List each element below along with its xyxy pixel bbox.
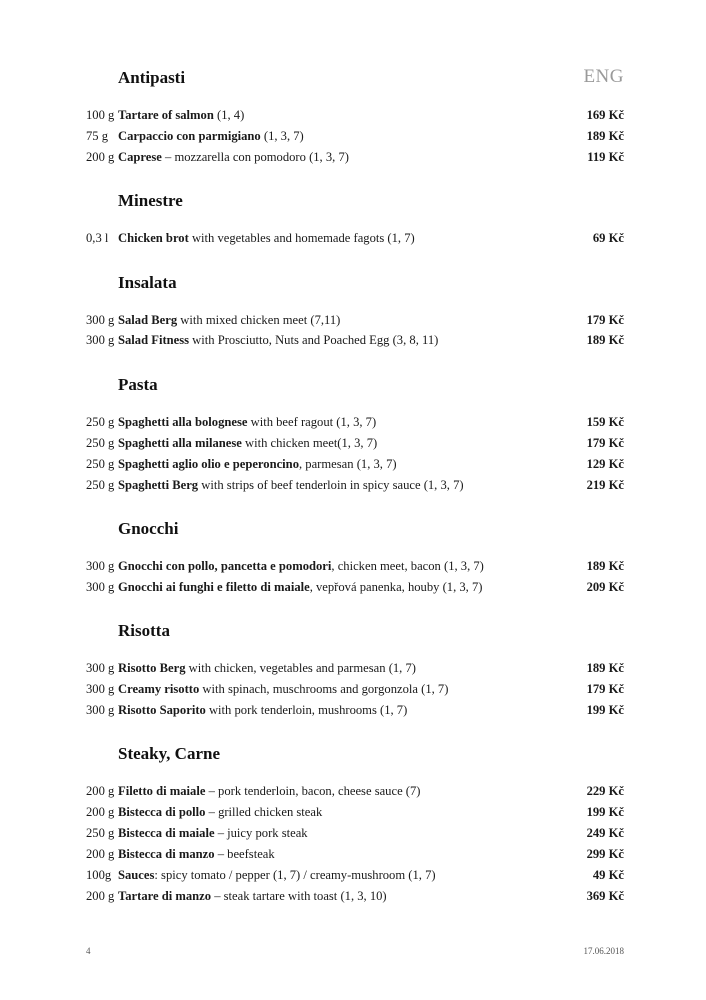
item-quantity: 300 g [86,313,115,327]
item-description: – mozzarella con pomodoro (1, 3, 7) [161,150,349,164]
section-heading-antipasti: Antipasti [118,68,186,87]
item-quantity: 300 g [86,580,115,594]
item-quantity: 75 g [86,129,109,143]
item-price: 229 Kč [586,784,624,798]
item-quantity: 250 g [86,826,115,840]
menu-item-row [86,148,624,166]
item-description: with strips of beef tenderloin in spicy sauce (1, 3, 7) [198,478,464,492]
item-quantity: 200 g [86,889,115,903]
item-description: – grilled chicken steak [205,805,323,819]
item-price: 189 Kč [586,333,624,347]
item-price: 159 Kč [586,415,624,429]
item-quantity: 300 g [86,703,115,717]
item-quantity: 0,3 l [86,231,109,245]
item-price: 189 Kč [586,661,624,675]
section-heading-minestre: Minestre [118,191,183,210]
item-description: (1, 3, 7) [260,129,304,143]
item-price: 69 Kč [592,231,624,245]
item-name: Caprese [118,150,162,164]
item-price: 129 Kč [586,457,624,471]
item-description: with beef ragout (1, 3, 7) [247,415,377,429]
item-name: Spaghetti alla bolognese [118,415,248,429]
item-quantity: 250 g [86,436,115,450]
item-price: 219 Kč [586,478,624,492]
item-description: (1, 4) [213,108,245,122]
item-description: – pork tenderloin, bacon, cheese sauce (7) [205,784,421,798]
menu-item-row [86,578,624,596]
item-name: Salad Berg [118,313,178,327]
item-description: : spicy tomato / pepper (1, 7) / creamy-mushroom (1, 7) [154,868,436,882]
item-name: Tartare of salmon [118,108,214,122]
menu-item-row [86,803,624,821]
item-price: 299 Kč [586,847,624,861]
item-quantity: 100 g [86,108,115,122]
item-price: 199 Kč [586,703,624,717]
item-price: 49 Kč [592,868,624,882]
item-quantity: 250 g [86,415,115,429]
menu-item-row [86,866,624,884]
item-description: , vepřová panenka, houby (1, 3, 7) [309,580,483,594]
section-heading-risotta: Risotta [118,621,170,640]
item-name: Creamy risotto [118,682,200,696]
item-price: 369 Kč [586,889,624,903]
menu-item-row [86,311,624,329]
item-name: Salad Fitness [118,333,190,347]
item-quantity: 200 g [86,847,115,861]
menu-item-row [86,887,624,905]
item-name: Filetto di maiale [118,784,206,798]
section-heading-steaky-carne: Steaky, Carne [118,744,220,763]
item-quantity: 250 g [86,457,115,471]
item-price: 169 Kč [586,108,624,122]
item-quantity: 100g [86,868,112,882]
menu-item-row [86,455,624,473]
item-name: Gnocchi ai funghi e filetto di maiale [118,580,310,594]
item-name: Risotto Saporito [118,703,206,717]
menu-item-row [86,331,624,349]
menu-item-row [86,845,624,863]
item-description: , parmesan (1, 3, 7) [299,457,397,471]
menu-item-row [86,824,624,842]
item-price: 209 Kč [586,580,624,594]
page-number: 4 [86,946,91,956]
item-description: with Prosciutto, Nuts and Poached Egg (3, 8, 11) [189,333,439,347]
item-price: 179 Kč [586,682,624,696]
item-name: Spaghetti alla milanese [118,436,242,450]
menu-item-row [86,659,624,677]
item-name: Bistecca di manzo [118,847,215,861]
item-name: Tartare di manzo [118,889,212,903]
item-quantity: 200 g [86,805,115,819]
section-heading-insalata: Insalata [118,273,177,292]
item-description: – beefsteak [214,847,275,861]
menu-item-row [86,701,624,719]
item-name: Spaghetti aglio olio e peperoncino [118,457,299,471]
item-name: Bistecca di pollo [118,805,206,819]
menu-item-row [86,680,624,698]
section-heading-pasta: Pasta [118,375,158,394]
item-price: 249 Kč [586,826,624,840]
document-date: 17.06.2018 [583,946,624,956]
item-price: 119 Kč [587,150,624,164]
item-quantity: 300 g [86,559,115,573]
item-name: Sauces [118,868,155,882]
item-quantity: 250 g [86,478,115,492]
item-name: Gnocchi con pollo, pancetta e pomodori [118,559,332,573]
item-description: with vegetables and homemade fagots (1, 7) [188,231,415,245]
item-description: , chicken meet, bacon (1, 3, 7) [331,559,484,573]
item-description: – juicy pork steak [214,826,308,840]
item-description: with spinach, muschrooms and gorgonzola (1, 7) [199,682,449,696]
menu-item-row [86,127,624,145]
item-price: 199 Kč [586,805,624,819]
item-quantity: 200 g [86,150,115,164]
item-quantity: 300 g [86,682,115,696]
item-description: with chicken meet(1, 3, 7) [241,436,378,450]
item-description: with pork tenderloin, mushrooms (1, 7) [205,703,408,717]
language-label: ENG [583,66,624,87]
item-price: 179 Kč [586,313,624,327]
menu-item-row [86,434,624,452]
menu-item-row [86,106,624,124]
item-description: – steak tartare with toast (1, 3, 10) [211,889,387,903]
item-name: Risotto Berg [118,661,186,675]
menu-item-row [86,413,624,431]
menu-item-row [86,557,624,575]
item-name: Chicken brot [118,231,189,245]
item-name: Spaghetti Berg [118,478,199,492]
item-quantity: 300 g [86,333,115,347]
item-name: Bistecca di maiale [118,826,215,840]
item-price: 189 Kč [586,559,624,573]
item-description: with mixed chicken meet (7,11) [177,313,341,327]
item-description: with chicken, vegetables and parmesan (1, 7) [185,661,416,675]
menu-item-row [86,782,624,800]
item-name: Carpaccio con parmigiano [118,129,261,143]
item-quantity: 200 g [86,784,115,798]
item-price: 189 Kč [586,129,624,143]
item-price: 179 Kč [586,436,624,450]
item-quantity: 300 g [86,661,115,675]
menu-item-row [86,229,624,247]
section-heading-gnocchi: Gnocchi [118,519,179,538]
menu-item-row [86,476,624,494]
